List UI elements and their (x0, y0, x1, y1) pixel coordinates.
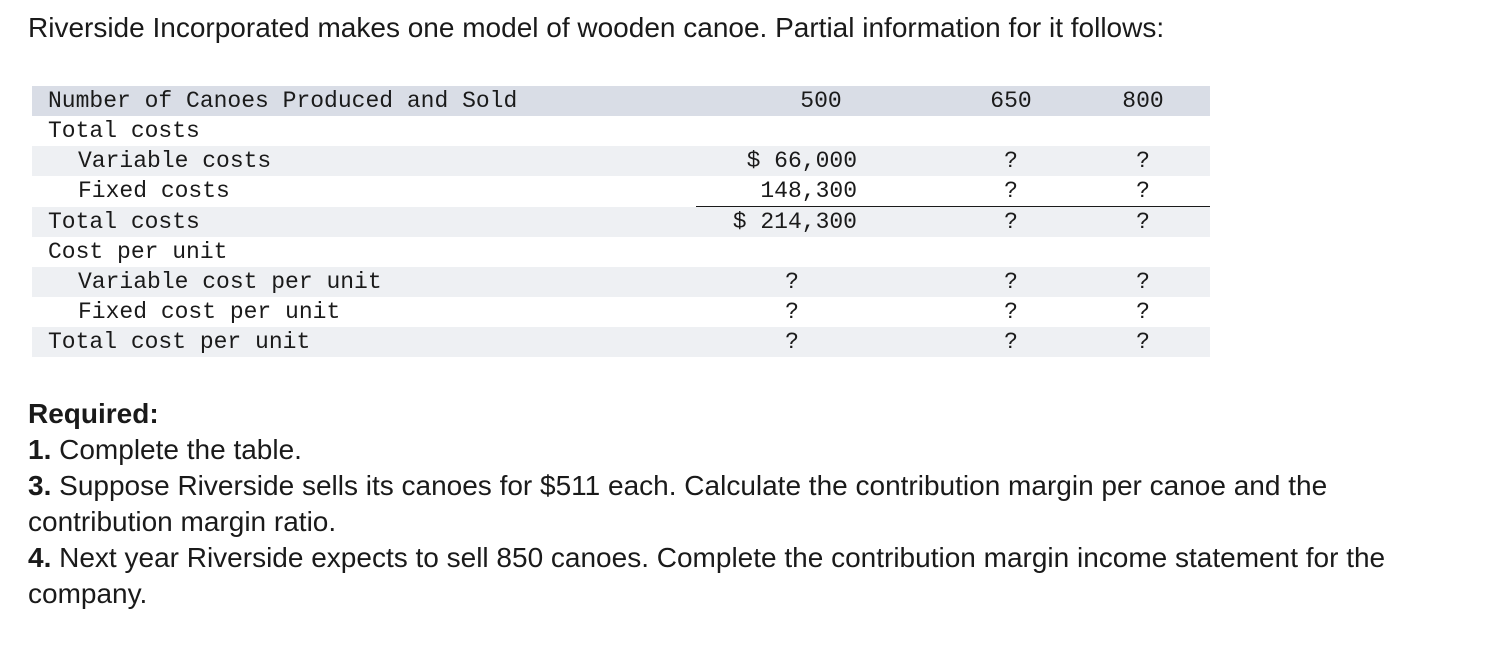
required-section (28, 396, 1468, 612)
row-label: Fixed costs (78, 178, 230, 205)
cell: ? (946, 267, 1076, 297)
row-label: Total cost per unit (32, 327, 696, 357)
header-col-500: 500 (696, 86, 946, 116)
cell: ? (1076, 327, 1210, 357)
cell: ? (696, 267, 946, 297)
table-row (32, 237, 1210, 267)
table-row (32, 327, 1210, 357)
cell (946, 237, 1076, 267)
cell: ? (1004, 299, 1018, 325)
item-text: Next year Riverside expects to sell 850 canoes. Complete the contribution margin income statement for the company. (28, 542, 1386, 609)
cell: ? (1136, 299, 1150, 325)
cell: ? (1076, 176, 1210, 207)
cost-table (32, 86, 1210, 357)
cell: ? (1076, 146, 1210, 176)
cell: 148,300 (696, 176, 946, 207)
cell (946, 116, 1076, 146)
row-label: Variable cost per unit (32, 267, 696, 297)
item-number: 1. (28, 434, 52, 465)
row-label: Total costs (32, 207, 696, 238)
cell: ? (946, 176, 1076, 207)
table-row (32, 146, 1210, 176)
row-label: Cost per unit (48, 239, 228, 265)
item-number: 3. (28, 470, 52, 501)
table-row (32, 267, 1210, 297)
cell: ? (1076, 207, 1210, 238)
cell (696, 116, 946, 146)
row-label: Variable costs (32, 146, 696, 176)
row-label: Fixed cost per unit (78, 299, 341, 325)
table-row (32, 207, 1210, 238)
required-item-3 (28, 468, 1468, 540)
table-row (32, 176, 1210, 207)
header-label: Number of Canoes Produced and Sold (32, 86, 696, 116)
item-number: 4. (28, 542, 52, 573)
cell (1076, 237, 1210, 267)
cell: ? (946, 327, 1076, 357)
table-header-row (32, 86, 1210, 116)
table-row (32, 116, 1210, 146)
item-text: Suppose Riverside sells its canoes for $511 each. Calculate the contribution margin per canoe and the contribution margin ratio. (28, 470, 1328, 537)
table-row (32, 297, 1210, 327)
cell: ? (696, 327, 946, 357)
cell (696, 237, 946, 267)
cell: $ 214,300 (696, 207, 946, 238)
required-item-4 (28, 540, 1468, 612)
cell: ? (1076, 267, 1210, 297)
required-item-1 (28, 432, 1468, 468)
cell: ? (946, 146, 1076, 176)
cell: $ 66,000 (696, 146, 946, 176)
row-label: Total costs (48, 118, 200, 144)
item-text: Complete the table. (51, 434, 302, 465)
header-col-800: 800 (1076, 86, 1210, 116)
header-col-650: 650 (946, 86, 1076, 116)
cell: ? (785, 299, 799, 325)
cell (1076, 116, 1210, 146)
required-heading: Required: (28, 398, 159, 429)
problem-intro: Riverside Incorporated makes one model of wooden canoe. Partial information for it follows: (28, 12, 1165, 43)
cell: ? (946, 207, 1076, 238)
